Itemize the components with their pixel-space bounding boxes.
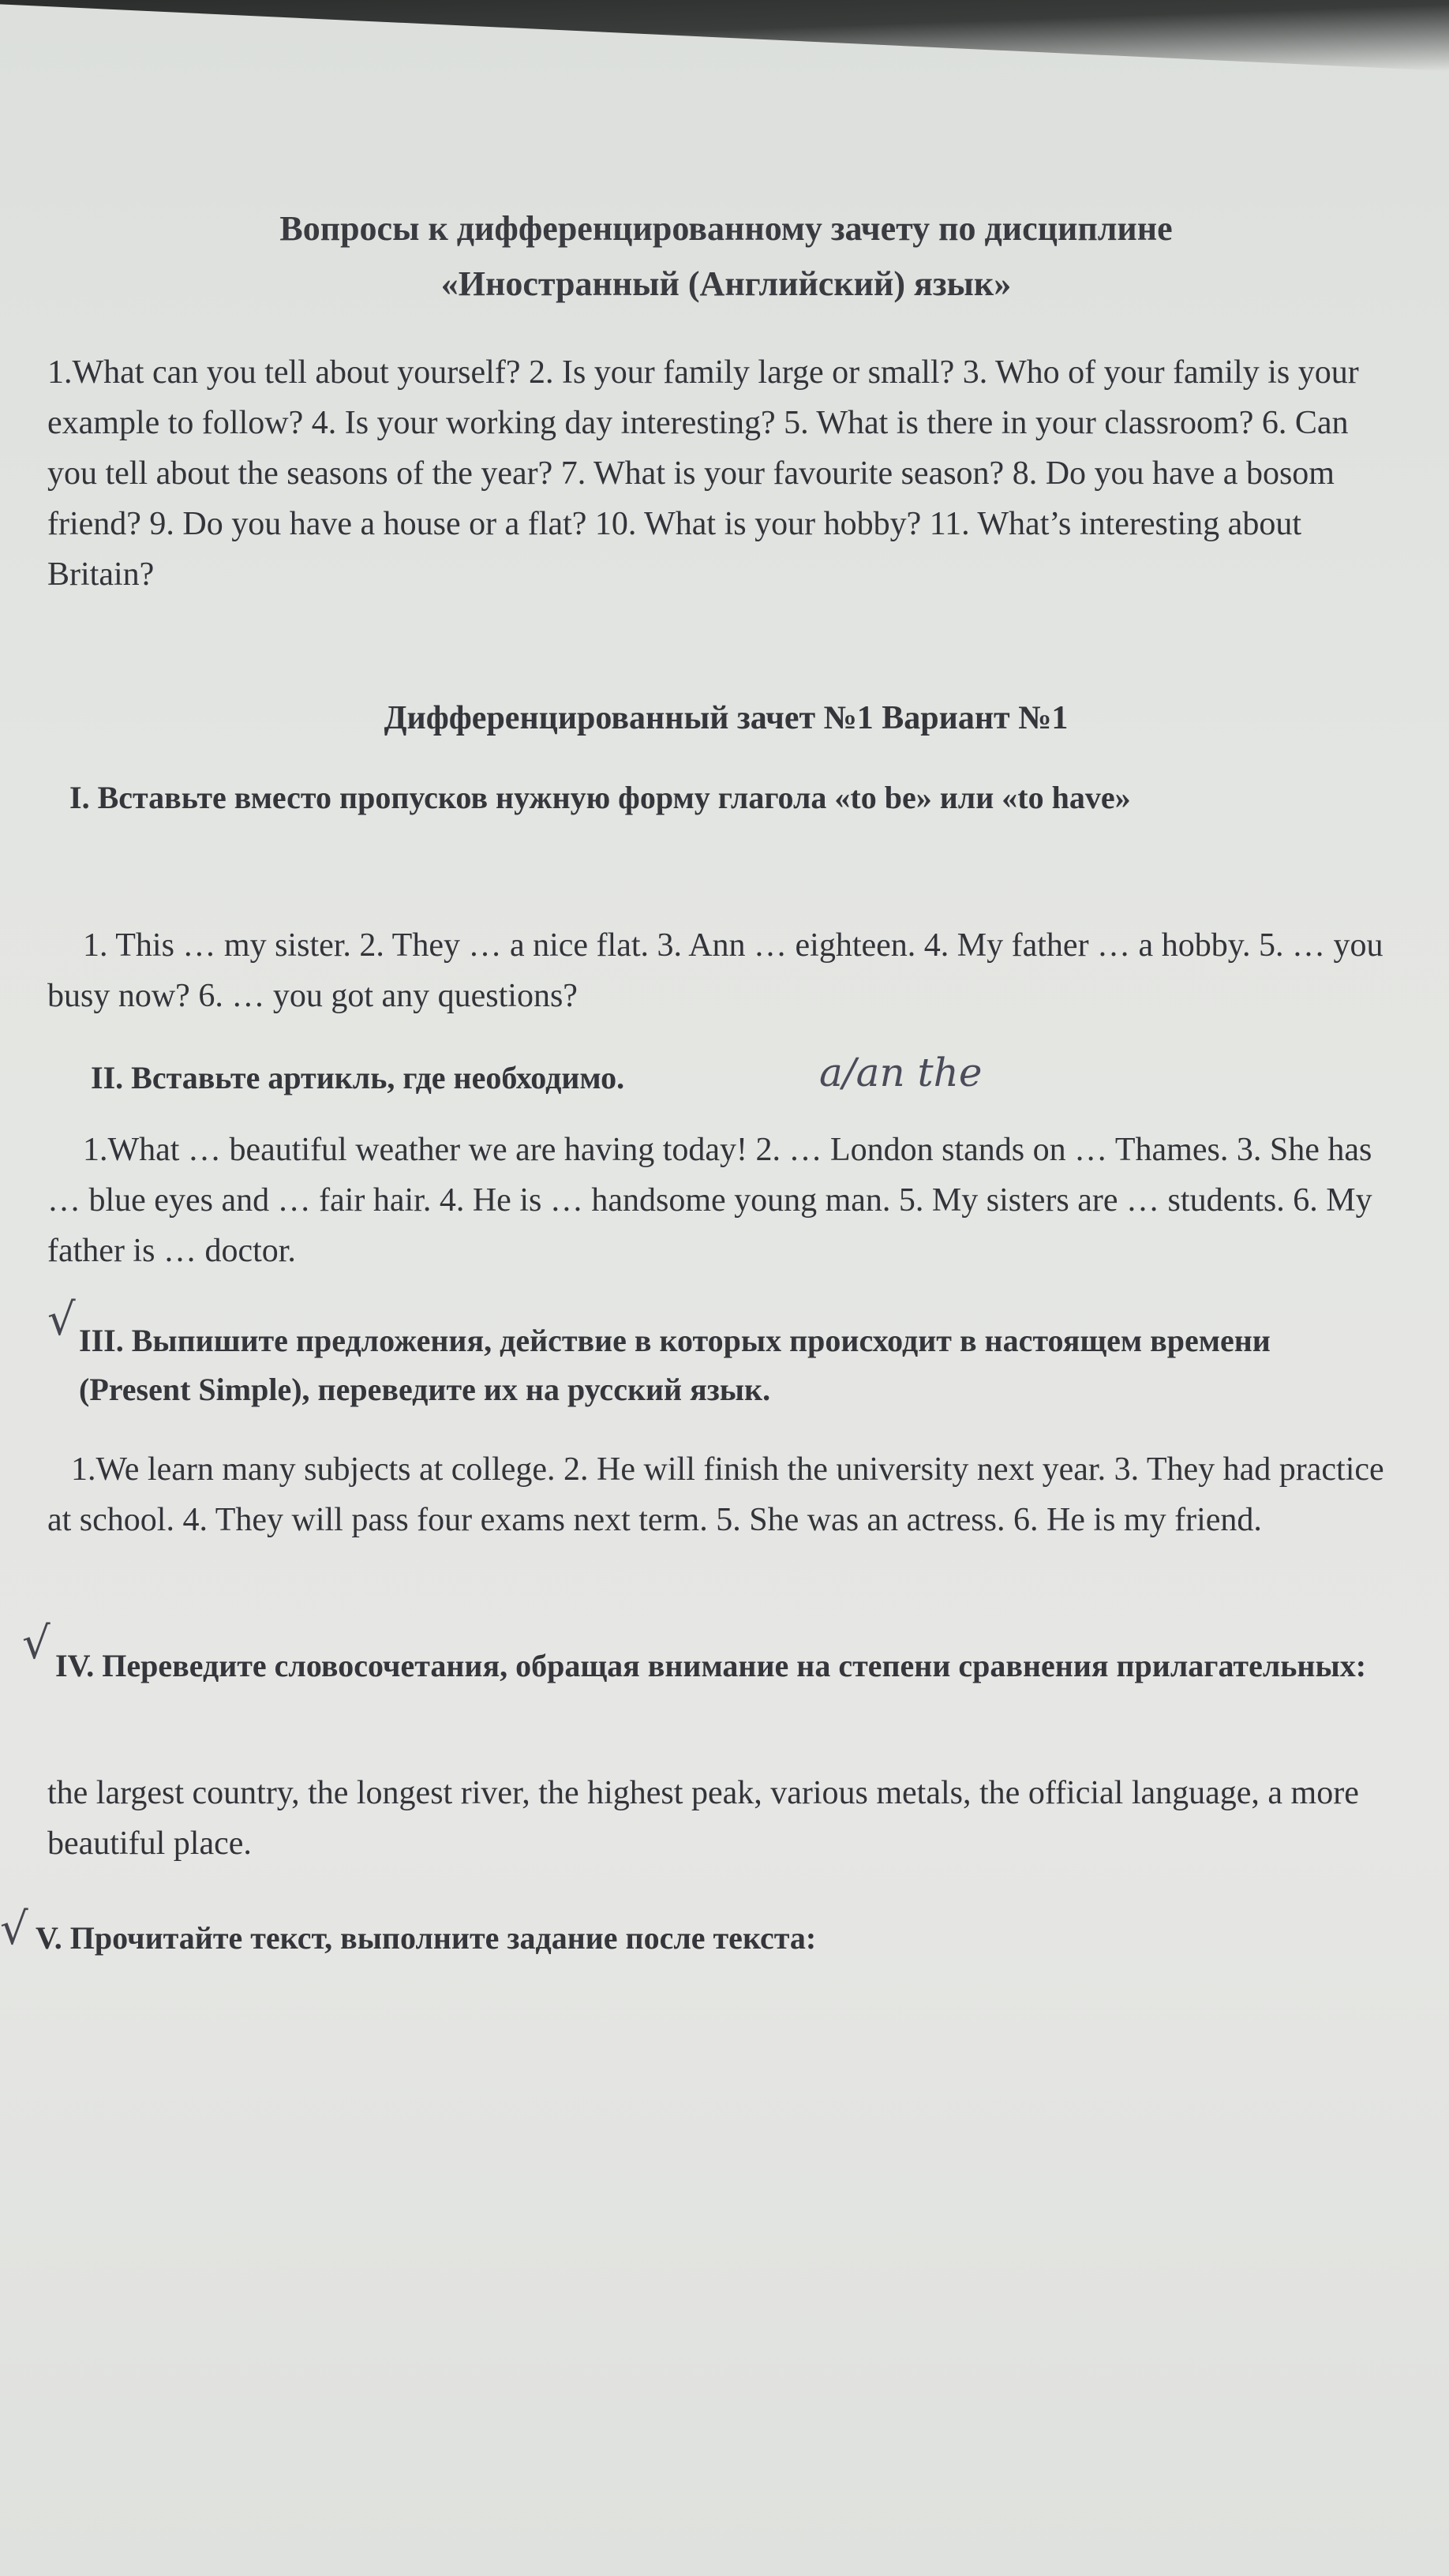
document-title bbox=[47, 201, 1405, 312]
check-mark-icon: √ bbox=[0, 1904, 28, 1955]
section-3-heading: III. Выпишите предложения, действие в которых происходит в настоящем времени (Present Simple), переведите их на русский язык. bbox=[79, 1323, 1271, 1407]
section-2-heading: II. Вставьте артикль, где необходимо. bbox=[91, 1060, 625, 1095]
section-3-text: 1.We learn many subjects at college. 2. He will finish the university next year. 3. They had practice at school. 4. They will pass four exams next term. 5. She was an actress. 6. He is my friend. bbox=[47, 1451, 1384, 1538]
section-1-heading: I. Вставьте вместо пропусков нужную форму глагола «to be» или «to have» bbox=[69, 780, 1131, 815]
background-edge bbox=[0, 0, 1449, 71]
section-4-text: the largest country, the longest river, the highest peak, various metals, the official language, a more beautiful place. bbox=[47, 1775, 1359, 1862]
questions-paragraph: 1.What can you tell about yourself? 2. Is your family large or small? 3. Who of your family is your example to follow? 4. Is your working day interesting? 5. What is there in your classroom? 6. Can you tell about the seasons of the year? 7. What is your favourite season? 8. Do you have a bosom friend? 9. Do you have a house or a flat? 10. What is your hobby? 11. What’s interesting about Britain? bbox=[47, 354, 1359, 593]
title-line-1: Вопросы к дифференцированному зачету по дисциплине bbox=[279, 209, 1173, 248]
section-5-heading: V. Прочитайте текст, выполните задание после текста: bbox=[36, 1920, 817, 1956]
section-1-text: 1. This … my sister. 2. They … a nice flat. 3. Ann … eighteen. 4. My father … a hobby. 5. … you busy now? 6. … you got any questions? bbox=[47, 927, 1383, 1014]
handwritten-note: a/an the bbox=[819, 1050, 983, 1095]
section-2-text: 1.What … beautiful weather we are having today! 2. … London stands on … Thames. 3. She has … blue eyes and … fair hair. 4. He is … handsome young man. 5. My sisters are … students. 6. My father is … doctor. bbox=[47, 1132, 1372, 1269]
check-mark-icon: √ bbox=[22, 1618, 51, 1669]
check-mark-icon: √ bbox=[47, 1294, 76, 1346]
section-4-heading: IV. Переведите словосочетания, обращая внимание на степени сравнения прилагательных: bbox=[55, 1648, 1367, 1683]
title-line-2: «Иностранный (Английский) язык» bbox=[440, 264, 1012, 303]
variant-title: Дифференцированный зачет №1 Вариант №1 bbox=[384, 700, 1069, 736]
